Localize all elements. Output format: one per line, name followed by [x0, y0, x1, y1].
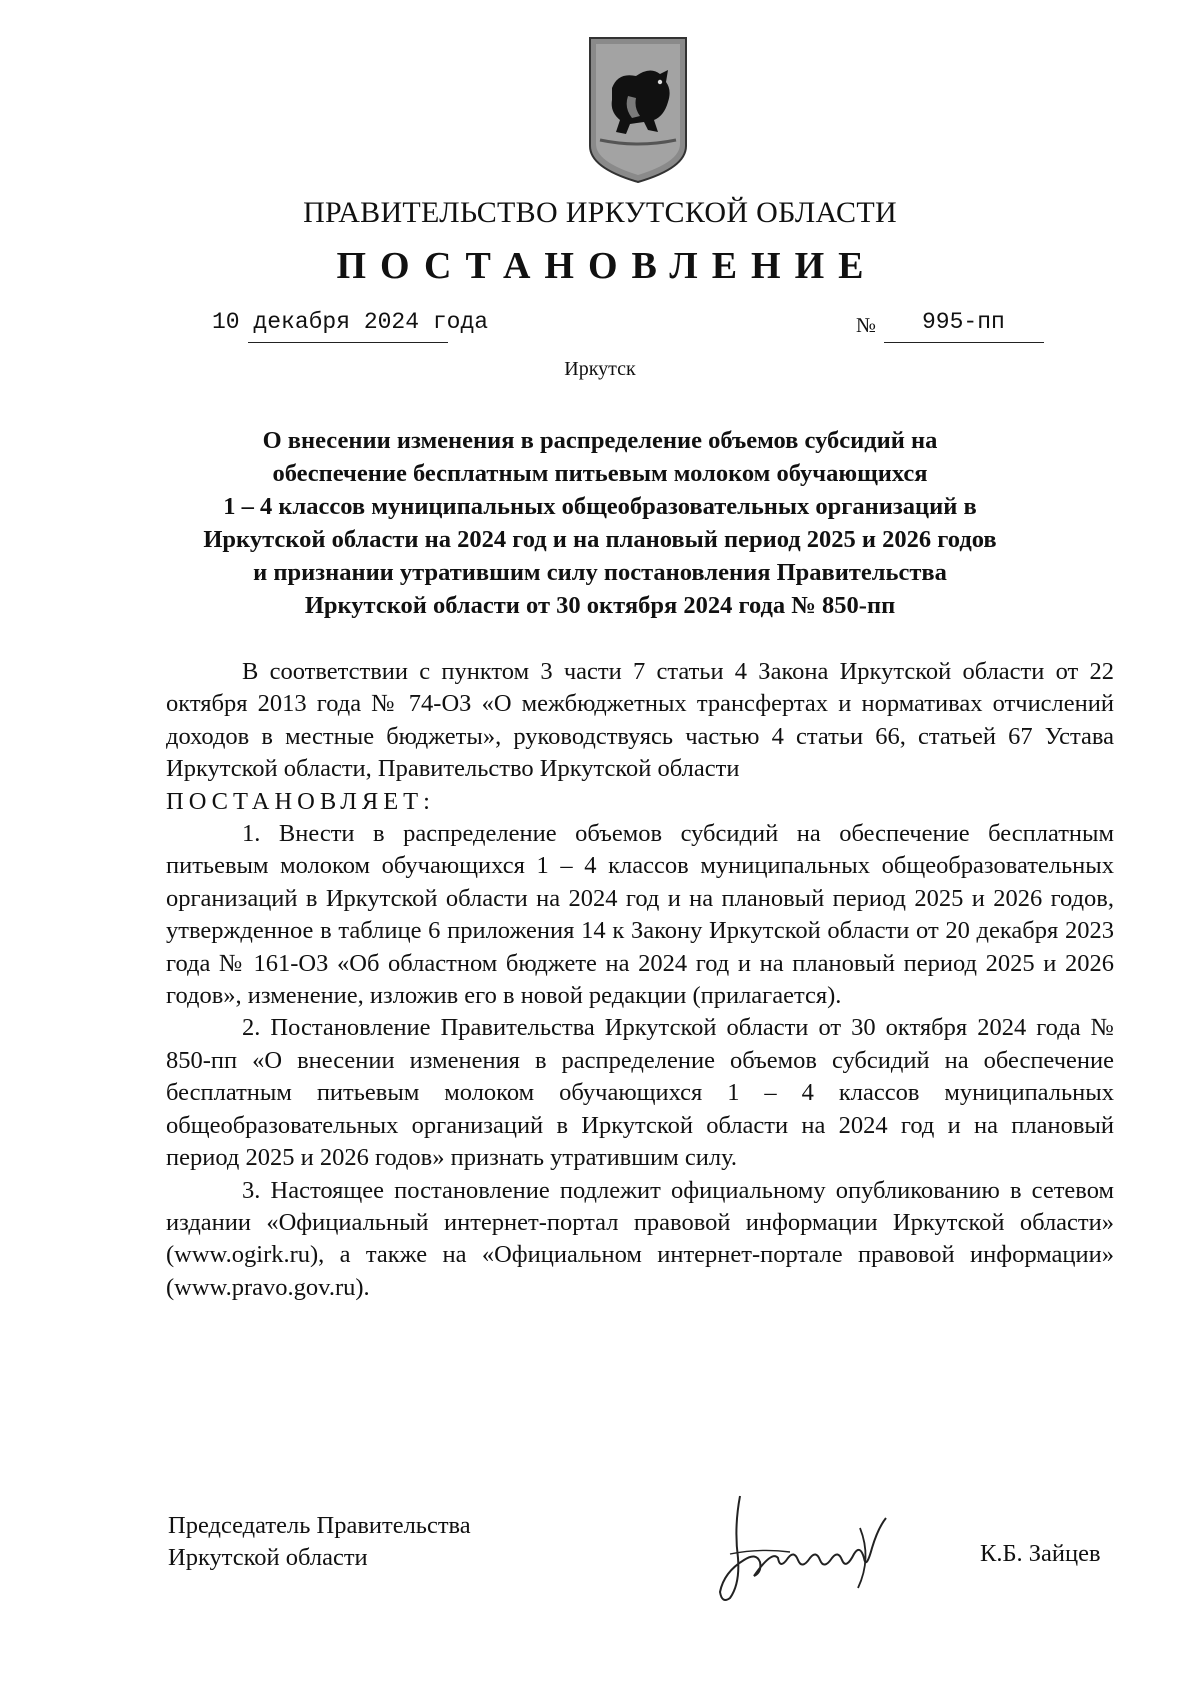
handwritten-signature-icon [700, 1488, 940, 1608]
number-underline [884, 342, 1044, 343]
irkutsk-coat-of-arms-icon [588, 36, 688, 184]
signatory-position [168, 1510, 471, 1574]
title-line: 1 – 4 классов муниципальных общеобразовательных организаций в [223, 493, 977, 520]
title-line: Иркутской области на 2024 год и на плановый период 2025 и 2026 годов [203, 526, 997, 553]
document-type: ПОСТАНОВЛЕНИЕ [336, 245, 878, 287]
position-line: Председатель Правительства [168, 1512, 471, 1539]
title-line: О внесении изменения в распределение объемов субсидий на [262, 427, 938, 454]
title-line: Иркутской области от 30 октября 2024 года № 850-пп [304, 592, 896, 619]
decree-word: ПОСТАНОВЛЯЕТ: [166, 787, 435, 815]
document-title [100, 424, 1100, 622]
paragraph-item-3: 3. Настоящее постановление подлежит официальному опубликованию в сетевом издании «Официальный интернет-портал правовой информации Иркутской области» (www.ogirk.ru), а также на «Официальном интернет-портале правовой информации» (www.pravo.gov.ru). [166, 1176, 1114, 1301]
document-body [166, 656, 1114, 1304]
government-name: ПРАВИТЕЛЬСТВО ИРКУТСКОЙ ОБЛАСТИ [303, 196, 897, 229]
preamble-paragraph: В соответствии с пунктом 3 части 7 статьи 4 Закона Иркутской области от 22 октября 2013 года № 74-ОЗ «О межбюджетных трансфертах и нормативах отчислений доходов в местные бюджеты», руководствуясь частью 4 статьи 66, статьей 67 Устава Иркутской области, Правительство Иркутской области [166, 658, 1114, 783]
issue-city: Иркутск [564, 358, 636, 380]
document-date: 10 декабря 2024 года [212, 309, 489, 335]
title-line: и признании утратившим силу постановления Правительства [253, 559, 947, 586]
paragraph-item-1: 1. Внести в распределение объемов субсидий на обеспечение бесплатным питьевым молоком обучающихся 1 – 4 классов муниципальных общеобразовательных организаций в Иркутской области на 2024 год и на плановый период 2025 и 2026 годов, утвержденное в таблице 6 приложения 14 к Закону Иркутской области от 20 декабря 2023 года № 161-ОЗ «Об областном бюджете на 2024 год и на плановый период 2025 и 2026 годов», изменение, изложив его в новой редакции (прилагается). [166, 820, 1114, 1010]
date-underline [248, 342, 448, 343]
paragraph-item-2: 2. Постановление Правительства Иркутской области от 30 октября 2024 года № 850-пп «О внесении изменения в распределение объемов субсидий на обеспечение бесплатным питьевым молоком обучающихся 1 – 4 классов муниципальных общеобразовательных организаций в Иркутской области на 2024 год и на плановый период 2025 и 2026 годов» признать утратившим силу. [166, 1014, 1114, 1172]
title-line: обеспечение бесплатным питьевым молоком обучающихся [272, 460, 928, 487]
signatory-name: К.Б. Зайцев [980, 1540, 1101, 1567]
document-number: 995-пп [922, 309, 1005, 335]
position-line: Иркутской области [168, 1544, 368, 1571]
number-sign: № [856, 313, 877, 337]
